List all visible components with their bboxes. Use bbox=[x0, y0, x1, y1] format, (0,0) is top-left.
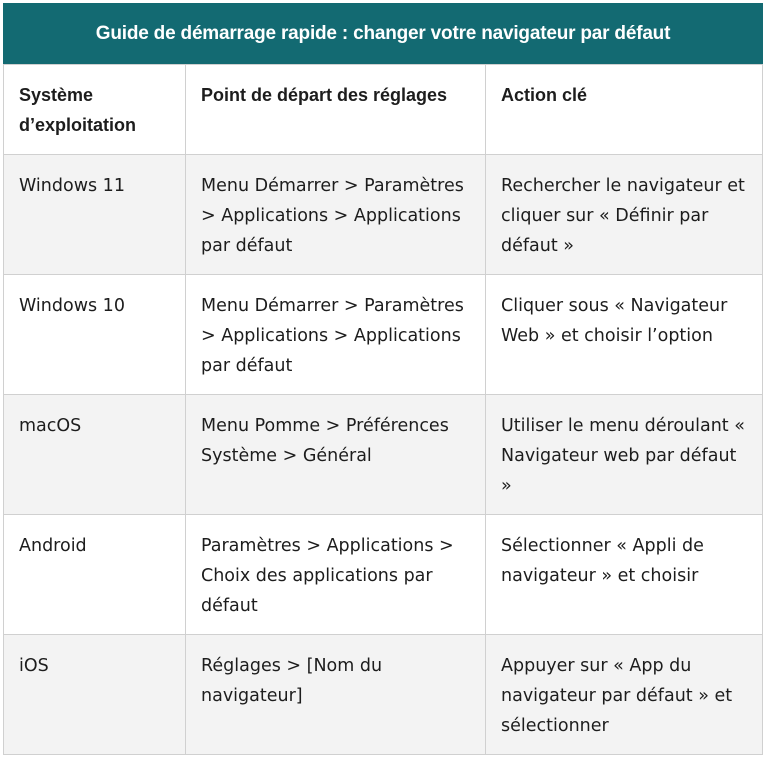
cell-action: Rechercher le navigateur et cliquer sur « Définir par défaut » bbox=[486, 155, 763, 275]
table-row-windows-10 bbox=[4, 275, 763, 395]
header-start: Point de départ des réglages bbox=[186, 65, 486, 155]
table-header-row bbox=[4, 65, 763, 155]
header-os: Système d’exploitation bbox=[4, 65, 186, 155]
table-row-android bbox=[4, 515, 763, 635]
cell-start: Réglages > [Nom du navigateur] bbox=[186, 635, 486, 755]
table-row-ios bbox=[4, 635, 763, 755]
cell-action: Appuyer sur « App du navigateur par défaut » et sélectionner bbox=[486, 635, 763, 755]
browser-guide-table-container bbox=[3, 3, 762, 755]
cell-os: Windows 11 bbox=[4, 155, 186, 275]
header-action: Action clé bbox=[486, 65, 763, 155]
cell-action: Sélectionner « Appli de navigateur » et choisir bbox=[486, 515, 763, 635]
table-title: Guide de démarrage rapide : changer votre navigateur par défaut bbox=[3, 3, 763, 64]
cell-action: Cliquer sous « Navigateur Web » et choisir l’option bbox=[486, 275, 763, 395]
cell-start: Menu Démarrer > Paramètres > Applications > Applications par défaut bbox=[186, 275, 486, 395]
browser-guide-table bbox=[3, 3, 763, 755]
cell-os: Windows 10 bbox=[4, 275, 186, 395]
cell-start: Menu Démarrer > Paramètres > Applications > Applications par défaut bbox=[186, 155, 486, 275]
cell-start: Paramètres > Applications > Choix des applications par défaut bbox=[186, 515, 486, 635]
cell-os: Android bbox=[4, 515, 186, 635]
cell-start: Menu Pomme > Préférences Système > Général bbox=[186, 395, 486, 515]
cell-os: iOS bbox=[4, 635, 186, 755]
cell-os: macOS bbox=[4, 395, 186, 515]
table-row-windows-11 bbox=[4, 155, 763, 275]
table-row-macos bbox=[4, 395, 763, 515]
cell-action: Utiliser le menu déroulant « Navigateur web par défaut » bbox=[486, 395, 763, 515]
